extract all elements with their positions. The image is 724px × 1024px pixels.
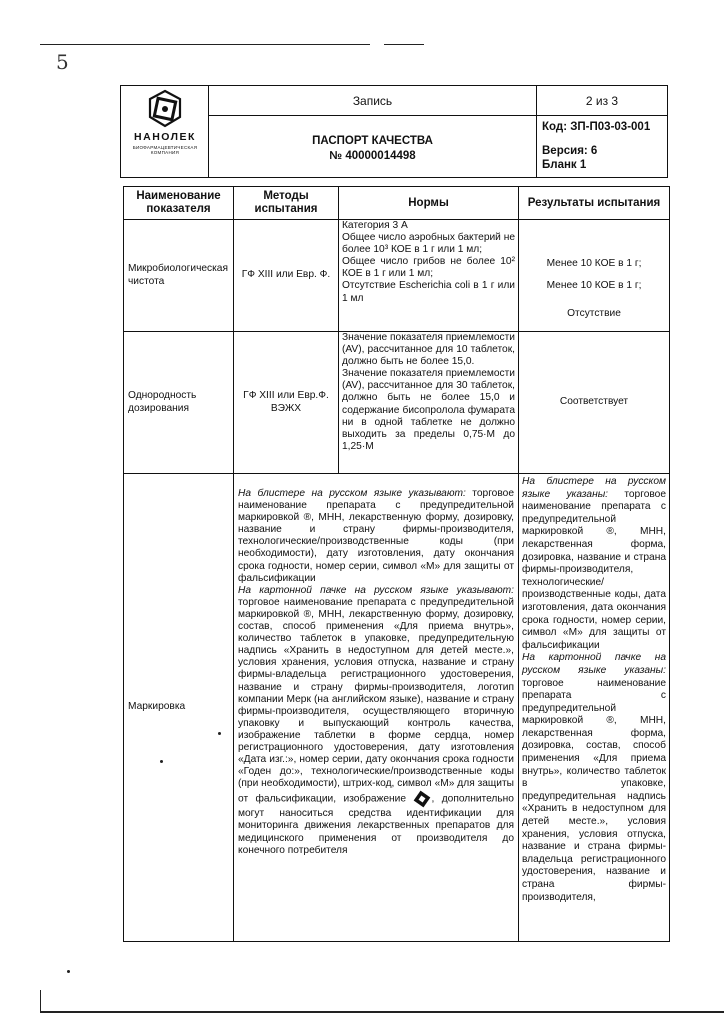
micro-result-aerobic: Менее 10 КОЕ в 1 г; [546, 258, 642, 269]
uniformity-method: ГФ XIII или Евр.Ф. ВЭЖХ [234, 332, 339, 474]
scan-speck [160, 760, 163, 763]
page-counter: 2 из 3 [585, 94, 619, 108]
micro-norm-aerobic: Общее число аэробных бактерий не более 10³ КОЕ в 1 г или 1 мл; [342, 232, 515, 256]
scan-bottom-edge [40, 1011, 724, 1013]
header-row-record [209, 86, 667, 116]
nanolek-logo-icon [145, 89, 185, 129]
marking-norm-box-text-1: торговое наименование препарата с предупредительной маркировкой ®, МНН, лекарственную форму, дозировку, состав, способ применения «Для приема внутрь», количество таблеток в упаковке, предупредительную надпись «Хранить в недоступном для детей месте.», условия хранения, условия отпуска, название и страну фирмы-владельца регистрационного удостоверения, название и страну фирмы-производителя, логотип компании Мерк (на английском языке), название и страну фирмы-производителя, осуществляющего вторичную упаковку и выпускающий контроль качества, изображение таблетки в форме сердца, номер регистрационного удостоверения, дату изготовления «Дата изг.:», номер серии, дату окончания срока годности «Годен до:», технологические/производственные коды (при необходимости), штрих-код, символ «М» для защиты от фальсификации, изображение [238, 596, 514, 806]
table-row-microbiology [124, 220, 670, 332]
scan-speck [67, 970, 70, 973]
header-methods: Методы испытания [234, 187, 339, 220]
document-title-cell [209, 116, 537, 177]
marking-norm-blister-text: торговое наименование препарата с предупредительной маркировкой ®, МНН, лекарственную форму, дозировку, название и страну фирмы-производителя, технологические/производственные коды (при необходимости), дату изготовления, дату окончания срока годности, номер серии, символ «М» для защиты от фальсификации [238, 488, 514, 584]
quality-spec-table [123, 186, 670, 942]
header-results: Результаты испытания [519, 187, 670, 220]
marking-norm-box [238, 585, 514, 857]
scan-top-line-right [384, 44, 424, 45]
logo-cell [121, 86, 209, 177]
marking-norm-box-head: На картонной пачке на русском языке указывают: [238, 584, 514, 596]
marking-result-box-text: торговое наименование препарата с предупредительной маркировкой ®, МНН, лекарственная форма, дозировка, состав, способ применения «Для приема внутрь», количество таблеток в упаковке, предупредительная надпись «Хранить в недоступном для детей месте.», условия хранения, условия отпуска, название и страна фирмы-владельца регистрационного удостоверения, название и страна фирмы-производителя, [522, 677, 666, 903]
header-norms: Нормы [339, 187, 519, 220]
table-row-marking [124, 474, 670, 942]
uniformity-name: Однородность дозирования [124, 332, 234, 474]
micro-result-fungi: Менее 10 КОЕ в 1 г; [546, 280, 642, 292]
document-version: Версия: 6 [542, 145, 598, 157]
logo-tagline: БИОФАРМАЦЕВТИЧЕСКАЯ КОМПАНИЯ [132, 145, 198, 155]
document-title: ПАСПОРТ КАЧЕСТВА [312, 135, 433, 147]
document-form: Бланк 1 [542, 159, 587, 171]
uniformity-norm-10: Значение показателя приемлемости (AV), рассчитанное для 10 таблеток, должно быть не более 15,0. [342, 332, 515, 368]
marking-norm-blister [238, 486, 514, 585]
micro-norms [339, 220, 519, 332]
scan-top-line [40, 44, 370, 45]
table-header-row [124, 187, 670, 220]
micro-results [519, 220, 670, 332]
marking-result-blister-text: торговое наименование препарата с предупредительной маркировкой ®, МНН, лекарственная форма, дозировка, название и страна фирмы-производителя, технологические/производственные коды, дата изготовления, дата окончания срока годности, номер серии, символ «М» для защиты от фальсификации [522, 488, 666, 651]
marking-name: Маркировка [124, 474, 234, 942]
marking-result-box [522, 652, 666, 904]
scan-speck [218, 732, 221, 735]
marking-norm-box-text-2: , дополнительно могут наноситься средства идентификации для мониторинга движения лекарственных препаратов для медицинского применения от производителя до конечного потребителя [238, 794, 514, 856]
marking-norms [234, 474, 519, 942]
micro-norm-ecoli: Отсутствие Escherichia coli в 1 г или 1 мл [342, 280, 515, 304]
logo-name: НАНОЛЕК [134, 131, 196, 143]
identification-symbol-icon [413, 790, 431, 808]
marking-results [519, 474, 670, 942]
table-row-uniformity [124, 332, 670, 474]
scan-left-edge [40, 990, 41, 1012]
marking-result-box-head: На картонной пачке на русском языке указаны: [522, 652, 666, 676]
micro-name: Микробиологическая чистота [124, 220, 234, 332]
micro-norm-category: Категория 3 А [342, 220, 408, 231]
handwritten-page-mark: 5 [56, 50, 69, 74]
uniformity-result: Соответствует [519, 332, 670, 474]
marking-result-blister [522, 476, 666, 652]
micro-result-ecoli: Отсутствие [567, 308, 621, 320]
micro-method: ГФ XIII или Евр. Ф. [234, 220, 339, 332]
marking-result-blister-head: На блистере на русском языке указаны: [522, 476, 666, 500]
document-meta [537, 116, 667, 177]
document-number: № 40000014498 [329, 150, 416, 162]
document-code: Код: ЗП-П03-03-001 [542, 121, 651, 133]
document-header [120, 85, 668, 178]
marking-norm-blister-head: На блистере на русском языке указывают: [238, 488, 466, 499]
uniformity-norms [339, 332, 519, 474]
uniformity-norm-30: Значение показателя приемлемости (AV), рассчитанное для 30 таблеток, должно быть не более 15,0 и содержание бисопролола фумарата ни в одной таблетке не должно выходить за пределы 0,75·М до 1,25·М [342, 368, 515, 452]
micro-norm-fungi: Общее число грибов не более 10² КОЕ в 1 г или 1 мл; [342, 256, 515, 280]
header-name: Наименование показателя [124, 187, 234, 220]
record-label: Запись [209, 86, 537, 115]
